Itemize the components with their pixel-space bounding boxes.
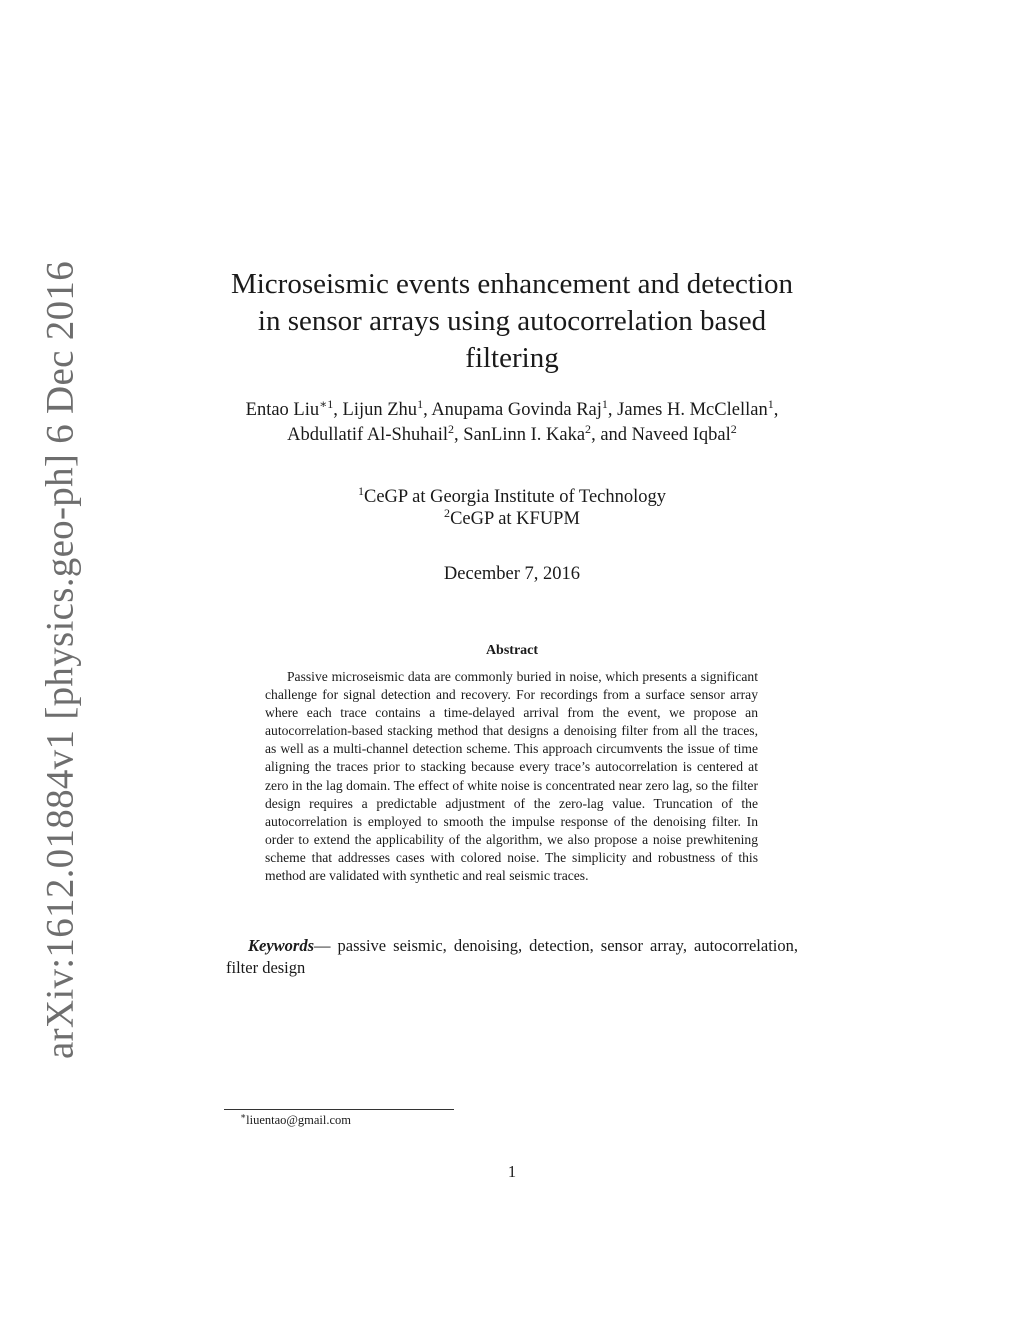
keywords bbox=[226, 935, 798, 979]
author: Naveed Iqbal$^2$ bbox=[631, 421, 737, 445]
author-list: Entao Liu$^{∗1}$, Lijun Zhu$^1$, Anupama Govinda Raj$^1$, James H. McClellan$^1$, Abdullatif Al-Shuhail$^2$, SanLinn I. Kaka$^2$, and Naveed Iqbal$^2$ bbox=[245, 396, 779, 445]
keywords-label: Keywords bbox=[248, 936, 314, 955]
author: Lijun Zhu$^1$ bbox=[342, 396, 424, 420]
author: Entao Liu$^{∗1}$ bbox=[245, 396, 334, 420]
footnote-rule bbox=[224, 1109, 454, 1110]
abstract-heading: Abstract bbox=[485, 643, 539, 658]
affiliations bbox=[212, 483, 812, 530]
author: Abdullatif Al-Shuhail$^2$ bbox=[287, 421, 455, 445]
affiliation: $^2$CeGP at KFUPM bbox=[444, 505, 580, 529]
title-line: in sensor arrays using autocorrelation based bbox=[257, 305, 767, 337]
title-line: filtering bbox=[465, 342, 559, 374]
author: Anupama Govinda Raj$^1$ bbox=[431, 396, 608, 420]
abstract-text: Passive microseismic data are commonly buried in noise, which presents a significant challenge for signal detection and recovery. For recordings from a surface sensor array where each trace contains a time-delayed arrival from the event, we propose an autocorrelation-based stacking method that designs a denoising filter from all the traces, as well as a multi-channel detection scheme. This approach circumvents the issue of time aligning the traces prior to stacking because every trace’s autocorrelation is centered at zero in the lag domain. The effect of white noise is concentrated near zero lag, so the filter design requires a predictable adjustment of the zero-lag value. Truncation of the autocorrelation is employed to smooth the impulse response of the denoising filter. In order to extend the applicability of the algorithm, we also propose a noise prewhitening scheme that addresses cases with colored noise. The simplicity and robustness of this method are validated with synthetic and real seismic traces. bbox=[265, 669, 758, 884]
title-line: Microseismic events enhancement and detection bbox=[230, 268, 794, 300]
footnote-marker: ∗ bbox=[240, 1110, 247, 1121]
author: James H. McClellan$^1$ bbox=[617, 396, 774, 420]
arxiv-stamp: arXiv:1612.01884v1 [physics.geo-ph] 6 Dec 2016 bbox=[38, 261, 82, 1059]
footnote bbox=[240, 1110, 352, 1128]
paper-title bbox=[212, 266, 812, 377]
footnote-email: liuentao@gmail.com bbox=[246, 1113, 352, 1127]
paper-date: December 7, 2016 bbox=[443, 564, 581, 584]
keywords-dash: — bbox=[314, 936, 338, 955]
author: SanLinn I. Kaka$^2$ bbox=[463, 421, 592, 445]
affiliation: $^1$CeGP at Georgia Institute of Technology bbox=[357, 483, 667, 507]
page-number: 1 bbox=[507, 1162, 517, 1181]
keywords-text: passive seismic, denoising, detection, sensor array, autocorrelation, filter design bbox=[226, 936, 798, 977]
